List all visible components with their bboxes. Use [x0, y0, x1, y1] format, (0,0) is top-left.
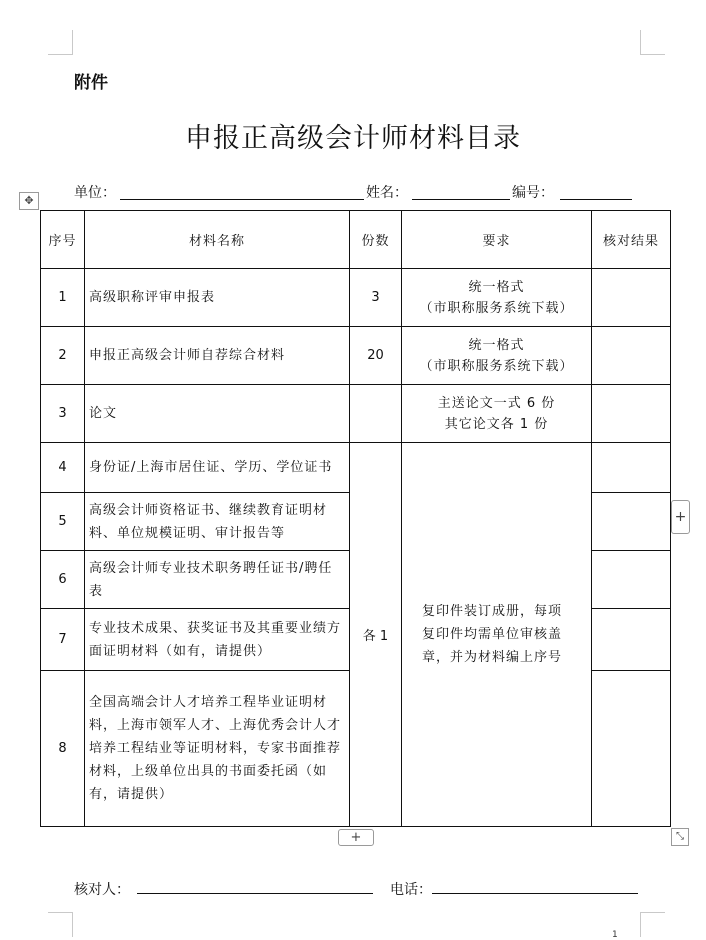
table-row — [41, 327, 671, 385]
merged-count: 各 1 — [350, 443, 402, 827]
checker-field[interactable] — [137, 893, 373, 894]
row-num: 6 — [41, 551, 85, 609]
phone-label: 电话： — [390, 882, 432, 898]
header-check-result: 核对结果 — [592, 211, 671, 269]
row-count: 20 — [350, 327, 402, 385]
row-name: 高级会计师资格证书、继续教育证明材料、单位规模证明、审计报告等 — [85, 493, 350, 551]
req-line: 统一格式 — [468, 279, 525, 295]
name-label: 姓名： — [366, 185, 408, 201]
crop-mark-top-left — [48, 30, 73, 55]
crop-mark-bottom-left — [48, 912, 73, 937]
crop-mark-top-right — [640, 30, 665, 55]
req-line: 统一格式 — [468, 337, 525, 353]
table-resize-icon[interactable]: ⤡ — [671, 828, 689, 846]
row-num: 3 — [41, 385, 85, 443]
row-num: 5 — [41, 493, 85, 551]
row-name: 高级职称评审申报表 — [85, 269, 350, 327]
unit-label: 单位： — [74, 185, 116, 201]
row-name: 专业技术成果、获奖证书及其重要业绩方面证明材料（如有，请提供） — [85, 609, 350, 671]
number-label: 编号： — [512, 185, 554, 201]
row-check-result[interactable] — [592, 551, 671, 609]
name-field[interactable] — [412, 199, 510, 200]
req-line: （市职称服务系统下载） — [419, 300, 574, 316]
unit-field[interactable] — [120, 199, 364, 200]
merged-requirement: 复印件装订成册，每项复印件均需单位审核盖章，并为材料编上序号 — [402, 443, 592, 827]
row-name: 身份证/上海市居住证、学历、学位证书 — [85, 443, 350, 493]
row-count — [350, 385, 402, 443]
row-num: 2 — [41, 327, 85, 385]
table-row — [41, 385, 671, 443]
req-line: 其它论文各 1 份 — [444, 416, 549, 432]
materials-table — [40, 210, 671, 827]
row-check-result[interactable] — [592, 385, 671, 443]
row-requirement — [402, 327, 592, 385]
page-title: 申报正高级会计师材料目录 — [185, 123, 521, 154]
row-check-result[interactable] — [592, 671, 671, 827]
row-num: 7 — [41, 609, 85, 671]
add-column-icon[interactable]: + — [671, 500, 690, 534]
row-check-result[interactable] — [592, 269, 671, 327]
row-check-result[interactable] — [592, 609, 671, 671]
req-line: 主送论文一式 6 份 — [437, 395, 556, 411]
row-name: 全国高端会计人才培养工程毕业证明材料，上海市领军人才、上海优秀会计人才培养工程结业等证明材料，专家书面推荐材料，上级单位出具的书面委托函（如有，请提供） — [85, 671, 350, 827]
row-name: 申报正高级会计师自荐综合材料 — [85, 327, 350, 385]
add-row-icon[interactable]: + — [338, 829, 374, 846]
row-check-result[interactable] — [592, 443, 671, 493]
checker-label: 核对人： — [74, 882, 130, 898]
row-check-result[interactable] — [592, 493, 671, 551]
row-check-result[interactable] — [592, 327, 671, 385]
header-name: 材料名称 — [85, 211, 350, 269]
header-count: 份数 — [350, 211, 402, 269]
row-requirement — [402, 385, 592, 443]
table-move-handle-icon[interactable]: ✥ — [19, 192, 39, 210]
table-header-row — [41, 211, 671, 269]
page-number: 1 — [612, 930, 618, 940]
row-name: 高级会计师专业技术职务聘任证书/聘任表 — [85, 551, 350, 609]
row-num: 4 — [41, 443, 85, 493]
header-num: 序号 — [41, 211, 85, 269]
crop-mark-bottom-right — [640, 912, 665, 937]
phone-field[interactable] — [432, 893, 638, 894]
row-num: 1 — [41, 269, 85, 327]
table-row — [41, 269, 671, 327]
number-field[interactable] — [560, 199, 632, 200]
row-num: 8 — [41, 671, 85, 827]
req-line: （市职称服务系统下载） — [419, 358, 574, 374]
row-name: 论文 — [85, 385, 350, 443]
attachment-label: 附件 — [74, 73, 108, 93]
table-row — [41, 443, 671, 493]
row-requirement — [402, 269, 592, 327]
row-count: 3 — [350, 269, 402, 327]
header-requirement: 要求 — [402, 211, 592, 269]
